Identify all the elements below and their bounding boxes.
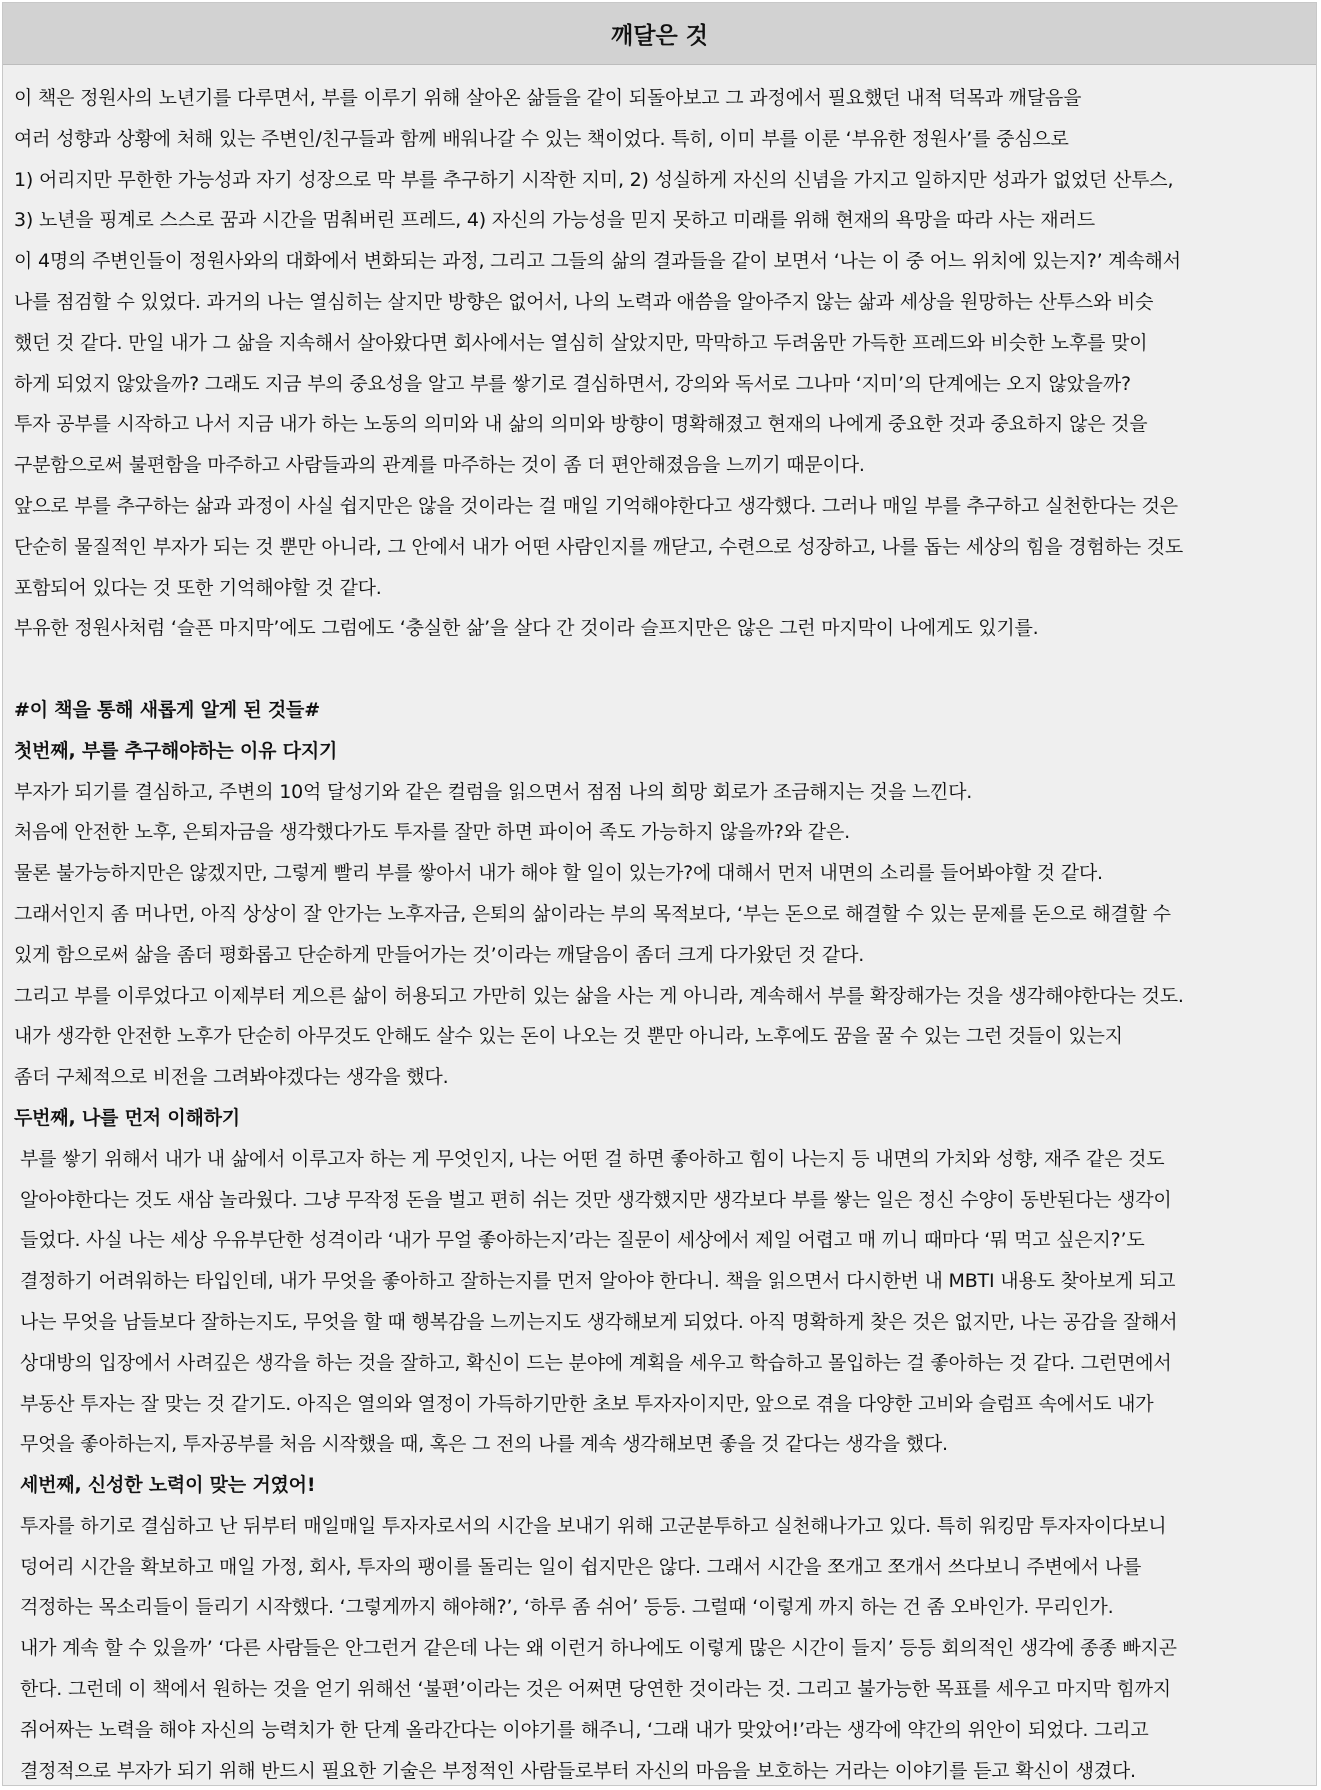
paragraph-line: 상대방의 입장에서 사려깊은 생각을 하는 것을 잘하고, 확신이 드는 분야에 계획을 세우고 학습하고 몰입하는 걸 좋아하는 것 같다. 그런면에서: [20, 1351, 1172, 1374]
paragraph-line: 내가 생각한 안전한 노후가 단순히 아무것도 안해도 살수 있는 돈이 나오는 것 뿐만 아니라, 노후에도 꿈을 꿀 수 있는 그런 것들이 있는지: [14, 1025, 1123, 1048]
paragraph-line: 부동산 투자는 잘 맞는 것 같기도. 아직은 열의와 열정이 가득하기만한 초보 투자자이지만, 앞으로 겪을 다양한 고비와 슬럼프 속에서도 내가: [20, 1392, 1154, 1415]
section-heading: 세번째, 신성한 노력이 맞는 거였어!: [20, 1474, 316, 1497]
paragraph-line: 부를 쌓기 위해서 내가 내 삶에서 이루고자 하는 게 무엇인지, 나는 어떤 걸 하면 좋아하고 힘이 나는지 등 내면의 가치와 성향, 재주 같은 것도: [20, 1147, 1165, 1170]
paragraph-line: 포함되어 있다는 것 또한 기억해야할 것 같다.: [14, 576, 382, 599]
paragraph-line: 3) 노년을 핑계로 스스로 꿈과 시간을 멈춰버린 프레드, 4) 자신의 가능성을 믿지 못하고 미래를 위해 현재의 욕망을 따라 사는 재러드: [14, 209, 1095, 232]
paragraph-line: 덩어리 시간을 확보하고 매일 가정, 회사, 투자의 팽이를 돌리는 일이 쉽지만은 않다. 그래서 시간을 쪼개고 쪼개서 쓰다보니 주변에서 나를: [20, 1555, 1142, 1578]
paragraph-line: 좀더 구체적으로 비전을 그려봐야겠다는 생각을 했다.: [14, 1066, 449, 1089]
document-title: 깨달은 것: [3, 3, 1316, 65]
document-frame: [2, 2, 1317, 1786]
paragraph-line: 여러 성향과 상황에 처해 있는 주변인/친구들과 함께 배워나갈 수 있는 책이었다. 특히, 이미 부를 이룬 ‘부유한 정원사’를 중심으로: [14, 127, 1069, 150]
paragraph-line: 결정하기 어려워하는 타입인데, 내가 무엇을 좋아하고 잘하는지를 먼저 알아야 한다니. 책을 읽으면서 다시한번 내 MBTI 내용도 찾아보게 되고: [20, 1270, 1176, 1293]
section-heading: #이 책을 통해 새롭게 알게 된 것들#: [14, 698, 320, 721]
paragraph-line: 결정적으로 부자가 되기 위해 반드시 필요한 기술은 부정적인 사람들로부터 자신의 마음을 보호하는 거라는 이야기를 듣고 확신이 생겼다.: [20, 1759, 1136, 1782]
paragraph-line: 앞으로 부를 추구하는 삶과 과정이 사실 쉽지만은 않을 것이라는 걸 매일 기억해야한다고 생각했다. 그러나 매일 부를 추구하고 실천한다는 것은: [14, 494, 1178, 517]
paragraph-line: 그래서인지 좀 머나먼, 아직 상상이 잘 안가는 노후자금, 은퇴의 삶이라는 부의 목적보다, ‘부는 돈으로 해결할 수 있는 문제를 돈으로 해결할 수: [14, 902, 1171, 925]
paragraph-line: 단순히 물질적인 부자가 되는 것 뿐만 아니라, 그 안에서 내가 어떤 사람인지를 깨닫고, 수련으로 성장하고, 나를 돕는 세상의 힘을 경험하는 것도: [14, 535, 1184, 558]
paragraph-line: 내가 계속 할 수 있을까’ ‘다른 사람들은 안그런거 같은데 나는 왜 이런거 하나에도 이렇게 많은 시간이 들지’ 등등 회의적인 생각에 종종 빠지곤: [20, 1637, 1177, 1660]
document-body: [3, 65, 1316, 1786]
paragraph-line: 들었다. 사실 나는 세상 우유부단한 성격이라 ‘내가 무얼 좋아하는지’라는 질문이 세상에서 제일 어렵고 매 끼니 때마다 ‘뭐 먹고 싶은지?’도: [20, 1229, 1145, 1252]
paragraph-line: 처음에 안전한 노후, 은퇴자금을 생각했다가도 투자를 잘만 하면 파이어 족도 가능하지 않을까?와 같은.: [14, 821, 850, 844]
paragraph-line: 있게 함으로써 삶을 좀더 평화롭고 단순하게 만들어가는 것’이라는 깨달음이 좀더 크게 다가왔던 것 같다.: [14, 943, 865, 966]
paragraph-line: 하게 되었지 않았을까? 그래도 지금 부의 중요성을 알고 부를 쌓기로 결심하면서, 강의와 독서로 그나마 ‘지미’의 단계에는 오지 않았을까?: [14, 372, 1131, 395]
paragraph-line: 나를 점검할 수 있었다. 과거의 나는 열심히는 살지만 방향은 없어서, 나의 노력과 애씀을 알아주지 않는 삶과 세상을 원망하는 산투스와 비슷: [14, 290, 1154, 313]
paragraph-line: 물론 불가능하지만은 않겠지만, 그렇게 빨리 부를 쌓아서 내가 해야 할 일이 있는가?에 대해서 먼저 내면의 소리를 들어봐야할 것 같다.: [14, 862, 1103, 885]
section-heading: 두번째, 나를 먼저 이해하기: [14, 1106, 240, 1129]
paragraph-line: 1) 어리지만 무한한 가능성과 자기 성장으로 막 부를 추구하기 시작한 지미, 2) 성실하게 자신의 신념을 가지고 일하지만 성과가 없었던 산투스,: [14, 168, 1174, 191]
paragraph-line: 부유한 정원사처럼 ‘슬픈 마지막’에도 그럼에도 ‘충실한 삶’을 살다 간 것이라 슬프지만은 않은 그런 마지막이 나에게도 있기를.: [14, 617, 1039, 640]
paragraph-line: 한다. 그런데 이 책에서 원하는 것을 얻기 위해선 ‘불편’이라는 것은 어쩌면 당연한 것이라는 것. 그리고 불가능한 목표를 세우고 마지막 힘까지: [20, 1678, 1171, 1701]
paragraph-line: 했던 것 같다. 만일 내가 그 삶을 지속해서 살아왔다면 회사에서는 열심히 살았지만, 막막하고 두려움만 가득한 프레드와 비슷한 노후를 맞이: [14, 331, 1148, 354]
paragraph-line: 그리고 부를 이루었다고 이제부터 게으른 삶이 허용되고 가만히 있는 삶을 사는 게 아니라, 계속해서 부를 확장해가는 것을 생각해야한다는 것도.: [14, 984, 1184, 1007]
paragraph-line: 무엇을 좋아하는지, 투자공부를 처음 시작했을 때, 혹은 그 전의 나를 계속 생각해보면 좋을 것 같다는 생각을 했다.: [20, 1433, 948, 1456]
paragraph-line: 걱정하는 목소리들이 들리기 시작했다. ‘그렇게까지 해야해?’, ‘하루 좀 쉬어’ 등등. 그럴때 ‘이렇게 까지 하는 건 좀 오바인가. 무리인가.: [20, 1596, 1114, 1619]
paragraph-line: 부자가 되기를 결심하고, 주변의 10억 달성기와 같은 컬럼을 읽으면서 점점 나의 희망 회로가 조금해지는 것을 느낀다.: [14, 780, 973, 803]
paragraph-line: 나는 무엇을 남들보다 잘하는지도, 무엇을 할 때 행복감을 느끼는지도 생각해보게 되었다. 아직 명확하게 찾은 것은 없지만, 나는 공감을 잘해서: [20, 1310, 1178, 1333]
paragraph-line: 쥐어짜는 노력을 해야 자신의 능력치가 한 단계 올라간다는 이야기를 해주니, ‘그래 내가 맞았어!’라는 생각에 약간의 위안이 되었다. 그리고: [20, 1718, 1149, 1741]
paragraph-line: 투자 공부를 시작하고 나서 지금 내가 하는 노동의 의미와 내 삶의 의미와 방향이 명확해졌고 현재의 나에게 중요한 것과 중요하지 않은 것을: [14, 413, 1148, 436]
blank-line: [14, 649, 1316, 690]
paragraph-line: 이 책은 정원사의 노년기를 다루면서, 부를 이루기 위해 살아온 삶들을 같이 되돌아보고 그 과정에서 필요했던 내적 덕목과 깨달음을: [14, 87, 1082, 109]
paragraph-line: 이 4명의 주변인들이 정원사와의 대화에서 변화되는 과정, 그리고 그들의 삶의 결과들을 같이 보면서 ‘나는 이 중 어느 위치에 있는지?’ 계속해서: [14, 250, 1181, 273]
paragraph-line: 투자를 하기로 결심하고 난 뒤부터 매일매일 투자자로서의 시간을 보내기 위해 고군분투하고 실천해나가고 있다. 특히 워킹맘 투자자이다보니: [20, 1514, 1167, 1537]
paragraph-line: 구분함으로써 불편함을 마주하고 사람들과의 관계를 마주하는 것이 좀 더 편안해졌음을 느끼기 때문이다.: [14, 454, 865, 477]
paragraph-line: 알아야한다는 것도 새삼 놀라웠다. 그냥 무작정 돈을 벌고 편히 쉬는 것만 생각했지만 생각보다 부를 쌓는 일은 정신 수양이 동반된다는 생각이: [20, 1188, 1172, 1211]
section-heading: 첫번째, 부를 추구해야하는 이유 다지기: [14, 739, 338, 762]
